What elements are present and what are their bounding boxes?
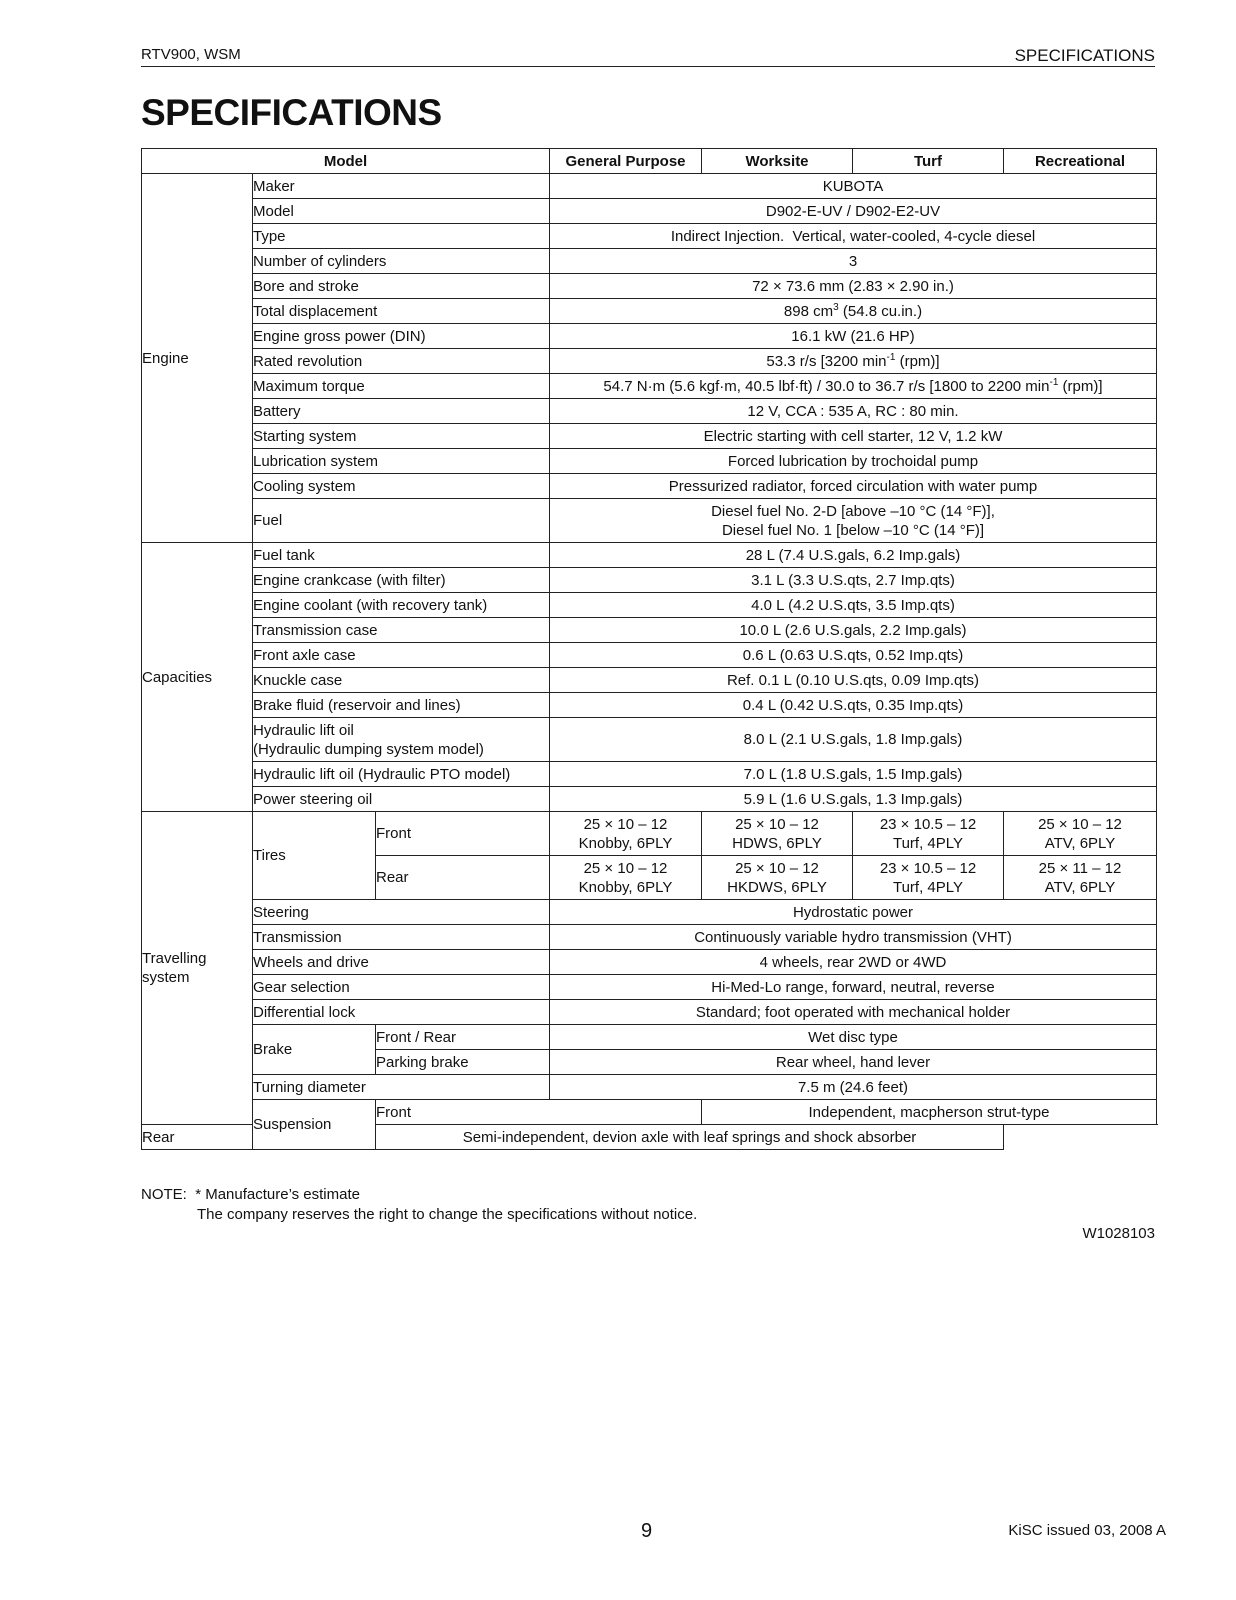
table-row — [142, 718, 1157, 762]
spec-value: Semi-independent, devion axle with leaf springs and shock absorber — [376, 1125, 1004, 1150]
tire-size: 25 × 10 – 12 — [583, 859, 668, 877]
table-row — [142, 787, 1157, 812]
tire-value — [702, 856, 853, 900]
table-row — [142, 668, 1157, 693]
table-row — [142, 593, 1157, 618]
value-text: (rpm)] — [895, 352, 940, 370]
value-line: Diesel fuel No. 1 [below –10 °C (14 °F)] — [721, 521, 985, 539]
spec-label: Fuel tank — [253, 543, 550, 568]
spec-label: Lubrication system — [253, 449, 550, 474]
spec-sublabel-parking-brake: Parking brake — [376, 1050, 550, 1075]
tire-value — [853, 856, 1004, 900]
header-section-name: SPECIFICATIONS — [1014, 46, 1155, 65]
table-header-row — [142, 149, 1157, 174]
spec-value: KUBOTA — [550, 174, 1157, 199]
table-row — [142, 499, 1157, 543]
note-prefix: NOTE: — [141, 1186, 187, 1203]
tire-size: 25 × 10 – 12 — [1038, 815, 1122, 833]
tire-type: Knobby, 6PLY — [578, 834, 673, 852]
column-header-turf: Turf — [853, 149, 1004, 174]
value-text: (54.8 cu.in.) — [838, 302, 923, 320]
table-row — [142, 568, 1157, 593]
table-row — [142, 693, 1157, 718]
spec-label: Knuckle case — [253, 668, 550, 693]
label-line: Hydraulic lift oil — [253, 721, 354, 739]
superscript: -1 — [886, 351, 896, 363]
table-row — [142, 1025, 1157, 1050]
page-number: 9 — [641, 1520, 653, 1542]
spec-label: Wheels and drive — [253, 950, 550, 975]
tire-value — [853, 812, 1004, 856]
spec-value: Ref. 0.1 L (0.10 U.S.qts, 0.09 Imp.qts) — [550, 668, 1157, 693]
group-line: system — [142, 969, 190, 986]
tire-type: Knobby, 6PLY — [578, 878, 673, 896]
column-header-general-purpose: General Purpose — [550, 149, 702, 174]
group-travelling-system — [142, 812, 253, 1125]
table-row — [142, 1075, 1157, 1100]
table-row — [142, 618, 1157, 643]
spec-label: Brake fluid (reservoir and lines) — [253, 693, 550, 718]
spec-value: Continuously variable hydro transmission (VHT) — [550, 925, 1157, 950]
table-row — [142, 812, 1157, 856]
table-row — [142, 643, 1157, 668]
spec-label: Cooling system — [253, 474, 550, 499]
superscript: -1 — [1049, 376, 1059, 388]
table-row — [142, 299, 1157, 324]
spec-sublabel-rear: Rear — [376, 856, 550, 900]
spec-label-tires: Tires — [253, 812, 376, 900]
table-row — [142, 1000, 1157, 1025]
spec-value — [550, 299, 1157, 324]
spec-label: Type — [253, 224, 550, 249]
spec-value: Hydrostatic power — [550, 900, 1157, 925]
spec-label — [253, 718, 550, 762]
spec-value: 3.1 L (3.3 U.S.qts, 2.7 Imp.qts) — [550, 568, 1157, 593]
table-row — [142, 543, 1157, 568]
header-manual-name: RTV900, WSM — [141, 46, 241, 63]
tire-size: 23 × 10.5 – 12 — [879, 859, 977, 877]
spec-label: Transmission case — [253, 618, 550, 643]
spec-label: Steering — [253, 900, 550, 925]
spec-value: Electric starting with cell starter, 12 V, 1.2 kW — [550, 424, 1157, 449]
spec-label: Battery — [253, 399, 550, 424]
spec-sublabel-front-rear: Front / Rear — [376, 1025, 550, 1050]
spec-value: 5.9 L (1.6 U.S.gals, 1.3 Imp.gals) — [550, 787, 1157, 812]
spec-label: Rear — [142, 1125, 376, 1150]
issue-info: KiSC issued 03, 2008 A — [1008, 1522, 1166, 1539]
spec-value — [550, 374, 1157, 399]
document-code: W1028103 — [1082, 1225, 1155, 1242]
tire-type: HKDWS, 6PLY — [727, 878, 827, 896]
spec-label: Total displacement — [253, 299, 550, 324]
table-row — [142, 199, 1157, 224]
spec-label: Turning diameter — [253, 1075, 550, 1100]
note-line-1: * Manufacture’s estimate — [195, 1186, 360, 1203]
spec-label: Differential lock — [253, 1000, 550, 1025]
group-suspension: Suspension — [253, 1100, 376, 1150]
spec-label: Engine coolant (with recovery tank) — [253, 593, 550, 618]
spec-value: 10.0 L (2.6 U.S.gals, 2.2 Imp.gals) — [550, 618, 1157, 643]
tire-value — [550, 812, 702, 856]
spec-label: Transmission — [253, 925, 550, 950]
tire-size: 25 × 10 – 12 — [583, 815, 668, 833]
group-capacities: Capacities — [142, 543, 253, 812]
table-row — [142, 1100, 1157, 1125]
spec-value — [550, 499, 1157, 543]
spec-label: Model — [253, 199, 550, 224]
tire-size: 25 × 10 – 12 — [735, 815, 819, 833]
tire-value — [550, 856, 702, 900]
value-text: (rpm)] — [1058, 377, 1103, 395]
label-line: (Hydraulic dumping system model) — [253, 740, 484, 758]
spec-value: Hi-Med-Lo range, forward, neutral, reverse — [550, 975, 1157, 1000]
table-row — [142, 349, 1157, 374]
table-row — [142, 249, 1157, 274]
table-row — [142, 900, 1157, 925]
spec-label: Starting system — [253, 424, 550, 449]
table-row — [142, 399, 1157, 424]
table-row — [142, 224, 1157, 249]
tire-size: 25 × 11 – 12 — [1038, 859, 1122, 877]
spec-value: Indirect Injection. Vertical, water-cooled, 4-cycle diesel — [550, 224, 1157, 249]
spec-value: 4 wheels, rear 2WD or 4WD — [550, 950, 1157, 975]
spec-label: Hydraulic lift oil (Hydraulic PTO model) — [253, 762, 550, 787]
table-row — [142, 324, 1157, 349]
spec-label: Engine crankcase (with filter) — [253, 568, 550, 593]
table-row — [142, 925, 1157, 950]
spec-value: 7.0 L (1.8 U.S.gals, 1.5 Imp.gals) — [550, 762, 1157, 787]
table-row — [142, 424, 1157, 449]
tire-size: 23 × 10.5 – 12 — [879, 815, 977, 833]
spec-label-brake: Brake — [253, 1025, 376, 1075]
value-text: 898 cm — [783, 302, 834, 320]
table-row — [142, 174, 1157, 199]
spec-label: Rated revolution — [253, 349, 550, 374]
spec-value: 7.5 m (24.6 feet) — [550, 1075, 1157, 1100]
group-line: Travelling — [142, 950, 207, 967]
spec-value: 3 — [550, 249, 1157, 274]
tire-value — [1004, 856, 1157, 900]
spec-value — [550, 349, 1157, 374]
note-line-2: The company reserves the right to change the specifications without notice. — [197, 1206, 698, 1223]
table-row — [142, 374, 1157, 399]
spec-value: 4.0 L (4.2 U.S.qts, 3.5 Imp.qts) — [550, 593, 1157, 618]
column-header-worksite: Worksite — [702, 149, 853, 174]
spec-value: 72 × 73.6 mm (2.83 × 2.90 in.) — [550, 274, 1157, 299]
spec-value: Forced lubrication by trochoidal pump — [550, 449, 1157, 474]
spec-value: Independent, macpherson strut-type — [702, 1100, 1157, 1125]
tire-value — [702, 812, 853, 856]
spec-label: Fuel — [253, 499, 550, 543]
spec-label: Bore and stroke — [253, 274, 550, 299]
value-text: 53.3 r/s [3200 min — [766, 352, 887, 370]
table-row — [142, 274, 1157, 299]
table-row — [142, 449, 1157, 474]
spec-value: Pressurized radiator, forced circulation with water pump — [550, 474, 1157, 499]
note — [141, 1185, 697, 1225]
value-line: Diesel fuel No. 2-D [above –10 °C (14 °F)], — [711, 502, 995, 520]
spec-label: Power steering oil — [253, 787, 550, 812]
spec-value: D902-E-UV / D902-E2-UV — [550, 199, 1157, 224]
tire-type: HDWS, 6PLY — [732, 834, 822, 852]
spec-value: 8.0 L (2.1 U.S.gals, 1.8 Imp.gals) — [550, 718, 1157, 762]
column-header-model: Model — [142, 149, 550, 174]
column-header-recreational: Recreational — [1004, 149, 1157, 174]
specifications-table — [141, 148, 1157, 1150]
spec-value: 0.4 L (0.42 U.S.qts, 0.35 Imp.qts) — [550, 693, 1157, 718]
header-divider — [141, 66, 1155, 67]
value-text: 54.7 N·m (5.6 kgf·m, 40.5 lbf·ft) / 30.0 to 36.7 r/s [1800 to 2200 min — [603, 377, 1050, 395]
tire-type: Turf, 4PLY — [892, 834, 964, 852]
table-row — [142, 950, 1157, 975]
spec-label: Front — [376, 1100, 702, 1125]
table-row — [142, 762, 1157, 787]
tire-type: Turf, 4PLY — [892, 878, 964, 896]
superscript: 3 — [833, 301, 839, 313]
spec-value: Rear wheel, hand lever — [550, 1050, 1157, 1075]
group-engine: Engine — [142, 174, 253, 543]
spec-value: 0.6 L (0.63 U.S.qts, 0.52 Imp.qts) — [550, 643, 1157, 668]
tire-type: ATV, 6PLY — [1044, 878, 1116, 896]
spec-label: Gear selection — [253, 975, 550, 1000]
tire-type: ATV, 6PLY — [1044, 834, 1116, 852]
spec-label: Engine gross power (DIN) — [253, 324, 550, 349]
table-row — [142, 975, 1157, 1000]
spec-label: Number of cylinders — [253, 249, 550, 274]
spec-value: Wet disc type — [550, 1025, 1157, 1050]
spec-label: Maker — [253, 174, 550, 199]
spec-label: Maximum torque — [253, 374, 550, 399]
spec-value: 12 V, CCA : 535 A, RC : 80 min. — [550, 399, 1157, 424]
tire-size: 25 × 10 – 12 — [735, 859, 819, 877]
page-title: SPECIFICATIONS — [141, 92, 442, 133]
spec-value: 28 L (7.4 U.S.gals, 6.2 Imp.gals) — [550, 543, 1157, 568]
spec-value: 16.1 kW (21.6 HP) — [550, 324, 1157, 349]
table-row — [142, 474, 1157, 499]
tire-value — [1004, 812, 1157, 856]
spec-sublabel-front: Front — [376, 812, 550, 856]
spec-label: Front axle case — [253, 643, 550, 668]
spec-value: Standard; foot operated with mechanical holder — [550, 1000, 1157, 1025]
